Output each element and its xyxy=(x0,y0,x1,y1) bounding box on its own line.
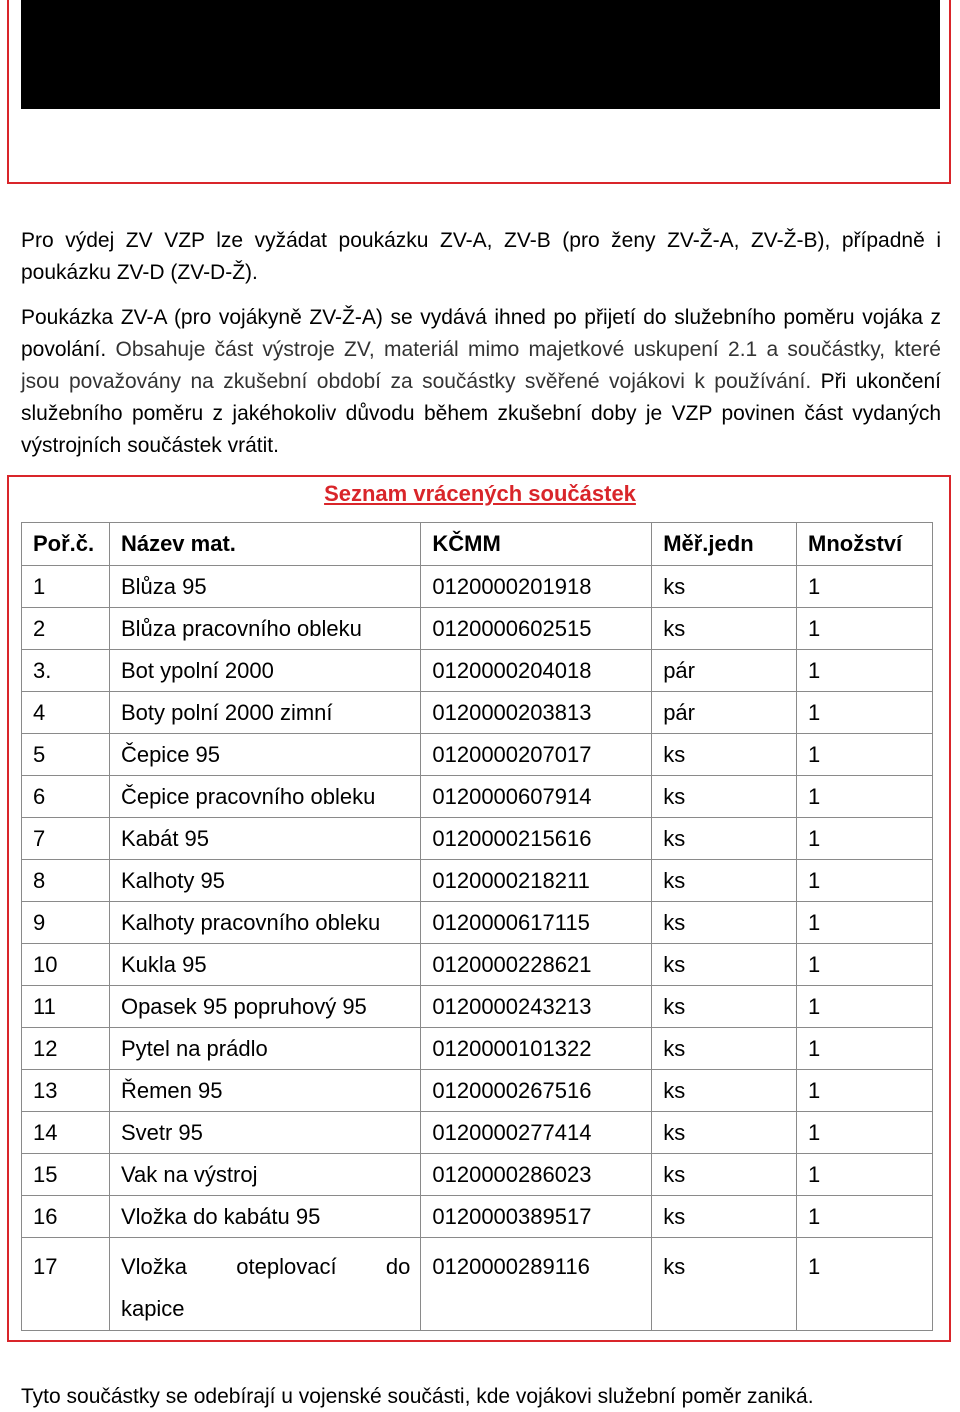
grid-col-divider xyxy=(836,0,837,104)
cell-qty: 1 xyxy=(797,734,933,776)
cell-qty: 1 xyxy=(797,566,933,608)
cell-code: 0120000277414 xyxy=(421,1112,652,1154)
cell-unit: pár xyxy=(652,650,797,692)
returned-items-table xyxy=(21,522,933,1331)
cell-qty: 1 xyxy=(797,1154,933,1196)
cell-unit: ks xyxy=(652,1238,797,1331)
cell-qty: 1 xyxy=(797,1070,933,1112)
cell-code: 0120000243213 xyxy=(421,986,652,1028)
grid-col-divider xyxy=(750,0,751,104)
cell-name: Bot ypolní 2000 xyxy=(109,650,420,692)
cell-name: Blůza 95 xyxy=(109,566,420,608)
cell-qty: 1 xyxy=(797,692,933,734)
table-row xyxy=(22,818,933,860)
cell-unit: ks xyxy=(652,1028,797,1070)
cell-unit: ks xyxy=(652,566,797,608)
cell-code: 0120000267516 xyxy=(421,1070,652,1112)
cell-code: 0120000602515 xyxy=(421,608,652,650)
cell-num: 9 xyxy=(22,902,110,944)
table-row xyxy=(22,1112,933,1154)
cell-qty: 1 xyxy=(797,818,933,860)
cell-qty: 1 xyxy=(797,1112,933,1154)
cell-name: Vložka do kabátu 95 xyxy=(109,1196,420,1238)
table-row xyxy=(22,734,933,776)
voucher-sentence-contents: Obsahuje část výstroje ZV, materiál mimo majetkové uskupení 2.1 a součástky, které jsou považovány na zkušební období za součástky svěřené vojákovi k používání. xyxy=(21,338,941,393)
cell-unit: ks xyxy=(652,1070,797,1112)
cell-code: 0120000389517 xyxy=(421,1196,652,1238)
cell-num: 16 xyxy=(22,1196,110,1238)
table-row xyxy=(22,692,933,734)
blank-form-grid xyxy=(21,0,940,109)
cell-num: 11 xyxy=(22,986,110,1028)
grid-col-divider xyxy=(157,0,158,104)
cell-name: Čepice pracovního obleku xyxy=(109,776,420,818)
cell-unit: ks xyxy=(652,860,797,902)
voucher-sentence-issue: Poukázka ZV-A (pro vojákyně ZV-Ž-A) se vydává ihned po přijetí do služebního poměru vojáka z povolání. xyxy=(21,306,941,361)
cell-unit: ks xyxy=(652,1196,797,1238)
list-title: Seznam vrácených součástek xyxy=(324,481,636,506)
grid-col-divider xyxy=(362,0,363,104)
table-row xyxy=(22,986,933,1028)
cell-code: 0120000101322 xyxy=(421,1028,652,1070)
cell-code: 0120000286023 xyxy=(421,1154,652,1196)
cell-code: 0120000218211 xyxy=(421,860,652,902)
table-row xyxy=(22,1028,933,1070)
cell-name: Kabát 95 xyxy=(109,818,420,860)
table-row-last xyxy=(22,1238,933,1331)
cell-unit: ks xyxy=(652,734,797,776)
table-row xyxy=(22,776,933,818)
cell-num: 17 xyxy=(22,1238,110,1331)
cell-num: 12 xyxy=(22,1028,110,1070)
cell-qty: 1 xyxy=(797,986,933,1028)
cell-qty: 1 xyxy=(797,1196,933,1238)
cell-name: Pytel na prádlo xyxy=(109,1028,420,1070)
cell-qty: 1 xyxy=(797,776,933,818)
table-row xyxy=(22,860,933,902)
cell-name: Vak na výstroj xyxy=(109,1154,420,1196)
cell-name-line2: kapice xyxy=(120,1296,185,1321)
cell-qty: 1 xyxy=(797,608,933,650)
cell-qty: 1 xyxy=(797,860,933,902)
cell-unit: ks xyxy=(652,776,797,818)
cell-unit: ks xyxy=(652,986,797,1028)
table-row xyxy=(22,902,933,944)
cell-name-line1: Vložka oteplovací do xyxy=(120,1254,411,1279)
cell-num: 2 xyxy=(22,608,110,650)
header-quantity: Množství xyxy=(797,523,933,566)
cell-unit: ks xyxy=(652,1112,797,1154)
cell-unit: ks xyxy=(652,944,797,986)
cell-name: Blůza pracovního obleku xyxy=(109,608,420,650)
cell-code: 0120000289116 xyxy=(421,1238,652,1331)
cell-code: 0120000607914 xyxy=(421,776,652,818)
cell-num: 1 xyxy=(22,566,110,608)
cell-num: 3. xyxy=(22,650,110,692)
table-row xyxy=(22,1196,933,1238)
table-row xyxy=(22,1070,933,1112)
cell-unit: ks xyxy=(652,1154,797,1196)
grid-col-divider xyxy=(585,0,586,104)
cell-num: 6 xyxy=(22,776,110,818)
cell-unit: ks xyxy=(652,818,797,860)
header-kcmm-code: KČMM xyxy=(421,523,652,566)
voucher-sentence-return: Při ukončení služebního poměru z jakéhokoliv důvodu během zkušební doby je VZP povinen část vydaných výstrojních součástek vrátit. xyxy=(21,370,941,457)
cell-num: 10 xyxy=(22,944,110,986)
grid-row-divider xyxy=(23,50,935,51)
cell-name: Čepice 95 xyxy=(109,734,420,776)
table-row xyxy=(22,1154,933,1196)
cell-name: Boty polní 2000 zimní xyxy=(109,692,420,734)
grid-col-divider xyxy=(649,0,650,104)
table-row xyxy=(22,650,933,692)
header-order-number: Poř.č. xyxy=(22,523,110,566)
cell-name: Opasek 95 popruhový 95 xyxy=(109,986,420,1028)
voucher-paragraph xyxy=(21,302,941,462)
cell-num: 13 xyxy=(22,1070,110,1112)
cell-code: 0120000207017 xyxy=(421,734,652,776)
cell-code: 0120000201918 xyxy=(421,566,652,608)
cell-name: Řemen 95 xyxy=(109,1070,420,1112)
cell-name: Kalhoty pracovního obleku xyxy=(109,902,420,944)
cell-name: Kukla 95 xyxy=(109,944,420,986)
grid-col-divider xyxy=(279,0,280,104)
cell-code: 0120000617115 xyxy=(421,902,652,944)
table-header-row xyxy=(22,523,933,566)
cell-unit: ks xyxy=(652,902,797,944)
cell-num: 15 xyxy=(22,1154,110,1196)
cell-num: 7 xyxy=(22,818,110,860)
cell-num: 14 xyxy=(22,1112,110,1154)
cell-code: 0120000203813 xyxy=(421,692,652,734)
cell-num: 8 xyxy=(22,860,110,902)
header-unit: Měř.jedn xyxy=(652,523,797,566)
cell-num: 4 xyxy=(22,692,110,734)
cell-name: Kalhoty 95 xyxy=(109,860,420,902)
cell-code: 0120000215616 xyxy=(421,818,652,860)
cell-qty: 1 xyxy=(797,944,933,986)
cell-unit: ks xyxy=(652,608,797,650)
cell-name xyxy=(109,1238,420,1331)
cell-num: 5 xyxy=(22,734,110,776)
table-row xyxy=(22,566,933,608)
table-row xyxy=(22,944,933,986)
cell-qty: 1 xyxy=(797,650,933,692)
cell-name: Svetr 95 xyxy=(109,1112,420,1154)
footer-note: Tyto součástky se odebírají u vojenské součásti, kde vojákovi služební poměr zaniká. xyxy=(21,1385,814,1408)
grid-col-divider xyxy=(74,0,75,104)
cell-qty: 1 xyxy=(797,902,933,944)
cell-qty: 1 xyxy=(797,1028,933,1070)
intro-paragraph: Pro výdej ZV VZP lze vyžádat poukázku ZV-A, ZV-B (pro ženy ZV-Ž-A, ZV-Ž-B), případně i poukázku ZV-D (ZV-D-Ž). xyxy=(21,229,941,284)
cell-code: 0120000204018 xyxy=(421,650,652,692)
table-row xyxy=(22,608,933,650)
cell-code: 0120000228621 xyxy=(421,944,652,986)
cell-unit: pár xyxy=(652,692,797,734)
header-material-name: Název mat. xyxy=(109,523,420,566)
cell-qty: 1 xyxy=(797,1238,933,1331)
